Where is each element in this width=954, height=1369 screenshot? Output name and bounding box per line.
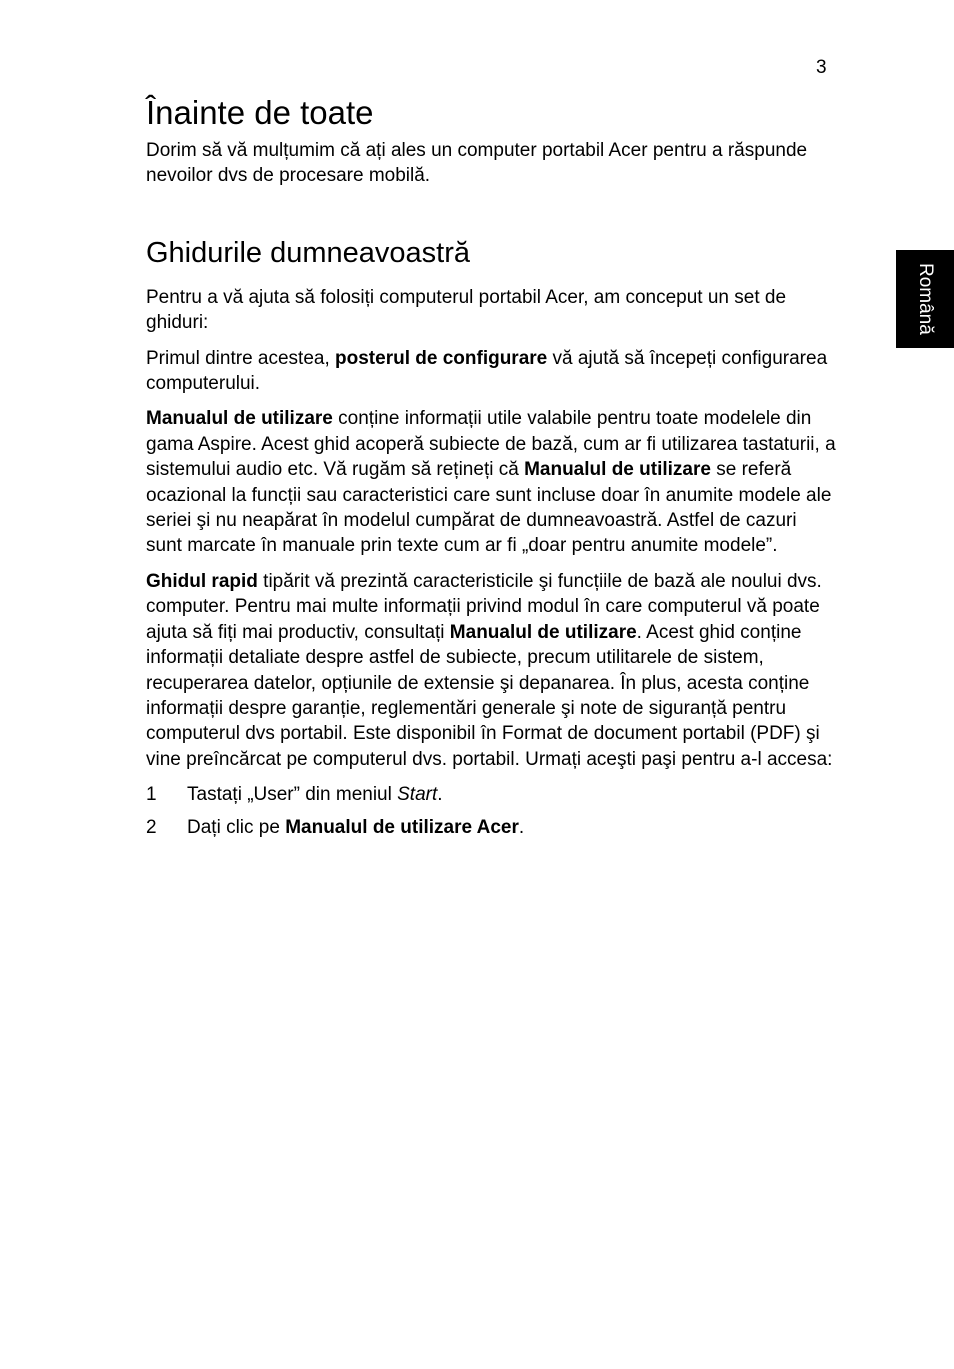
- text-run: conține informații utile valabile pentru toate modelele din gama Aspire. Acest ghid acoperă subiecte de bază, cum ar fi utilizarea tastaturii, a sistemului audio etc. Vă rugăm să rețineți că: [146, 408, 836, 481]
- page-number: 3: [816, 57, 827, 78]
- text-run: Tastați „User” din meniul: [187, 784, 398, 806]
- section-title-intro: Înainte de toate: [146, 94, 374, 131]
- text-run: Primul dintre acestea,: [146, 347, 336, 369]
- language-tab: [896, 250, 954, 348]
- italic-term-start: Start: [397, 784, 438, 806]
- bold-term-poster: posterul de configurare: [335, 347, 548, 369]
- text-run: . Acest ghid conține informații detaliate despre astfel de subiecte, precum utilitarele de sistem, recuperarea datelor, opțiunile de extensie şi depanarea. În plus, acesta conține informații despre garanție, reglementări generale şi note de siguranță pentru computerul dvs portabil. Este disponibil în Format de document portabil (PDF) şi vine preîncărcat pe computerul dvs. portabil. Urmați aceşti paşi pentru a-l accesa:: [146, 621, 833, 770]
- language-tab-label: Română: [915, 263, 936, 335]
- steps-list: [146, 782, 836, 840]
- guides-paragraph-4: [146, 569, 836, 772]
- intro-paragraph: Dorim să vă mulțumim că ați ales un computer portabil Acer pentru a răspunde nevoilor dvs de procesare mobilă.: [146, 140, 808, 187]
- text-run: se referă ocazional la funcții sau caracteristici care sunt incluse doar în anumite modele ale seriei şi nu neapărat în modelul cumpărat de dumneavoastră. Astfel de cazuri sunt marcate în manuale prin texte cum ar fi „doar pentru anumite modele”.: [146, 459, 832, 557]
- guides-paragraph-3: [146, 406, 836, 558]
- text-run: .: [437, 784, 443, 806]
- step-item: [146, 782, 836, 807]
- bold-term-manual: Manualul de utilizare: [524, 459, 711, 481]
- text-run: Dați clic pe: [187, 816, 286, 838]
- bold-term-acer-manual: Manualul de utilizare Acer: [285, 816, 519, 838]
- step-number: 2: [146, 816, 157, 838]
- bold-term-quick-guide: Ghidul rapid: [146, 570, 258, 592]
- bold-term-manual: Manualul de utilizare: [449, 621, 637, 643]
- step-number: 1: [146, 784, 157, 806]
- section-title-guides: Ghidurile dumneavoastră: [146, 236, 471, 269]
- text-run: tipărit vă prezintă caracteristicile şi funcțiile de bază ale noului dvs. computer. Pentru mai multe informații privind modul în care computerul vă poate ajuta să fiți mai productiv, consultați: [146, 570, 822, 643]
- step-item: [146, 815, 836, 840]
- content: [146, 93, 836, 847]
- guides-paragraph-1: Pentru a vă ajuta să folosiți computerul portabil Acer, am conceput un set de ghiduri:: [146, 286, 787, 334]
- text-run: .: [518, 816, 525, 838]
- guides-paragraph-2: [146, 346, 836, 397]
- text-run: vă ajută să începeți configurarea computerului.: [146, 347, 828, 395]
- bold-term-manual: Manualul de utilizare: [146, 408, 333, 430]
